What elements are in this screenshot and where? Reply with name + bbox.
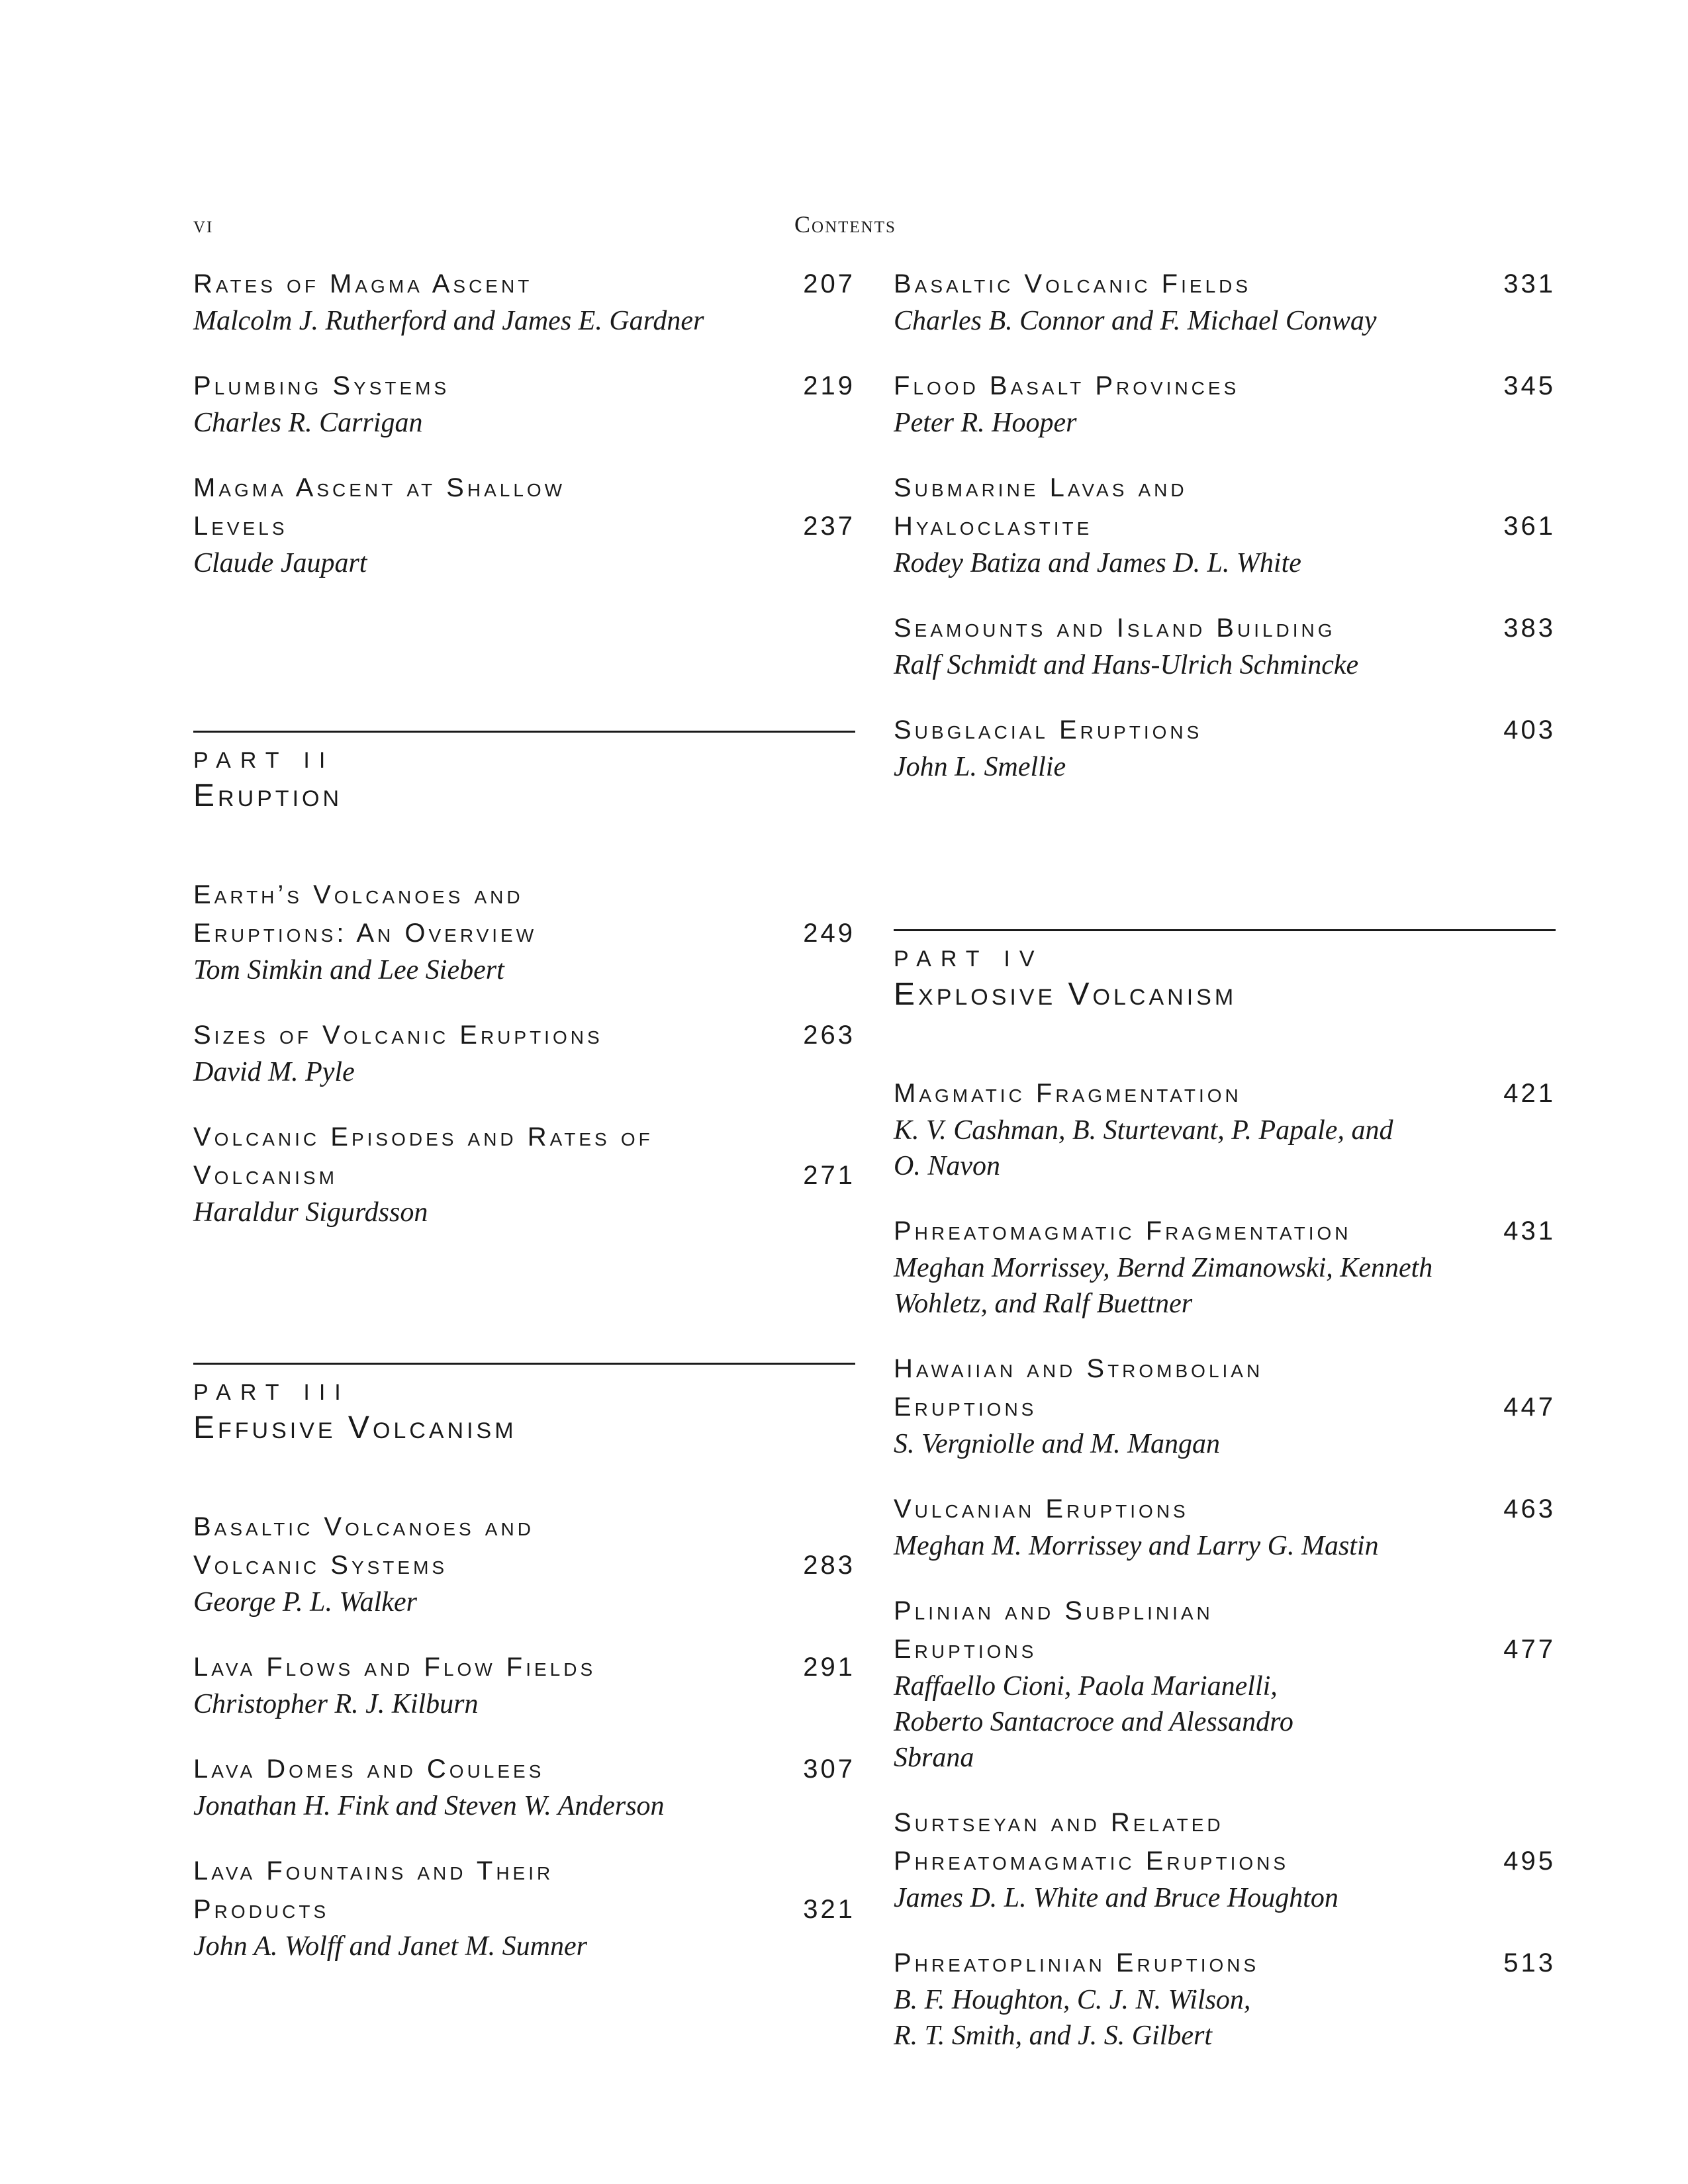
chapter-authors: Raffaello Cioni, Paola Marianelli, Roberto Santacroce and Alessandro Sbrana bbox=[894, 1671, 1293, 1773]
toc-right-column bbox=[894, 265, 1556, 2054]
chapter-authors: Charles R. Carrigan bbox=[193, 408, 423, 438]
page-number: vi bbox=[193, 211, 214, 238]
part-heading bbox=[894, 929, 1556, 1015]
toc-entry[interactable] bbox=[193, 1852, 855, 1964]
chapter-title: Lava Domes and Coulees bbox=[193, 1754, 545, 1784]
chapter-title: Volcanic Episodes and Rates of Volcanism bbox=[193, 1122, 653, 1190]
chapter-title: Magma Ascent at Shallow Levels bbox=[193, 473, 566, 541]
chapter-authors: Malcolm J. Rutherford and James E. Gardner bbox=[193, 306, 704, 336]
part-number: PART II bbox=[193, 748, 335, 773]
chapter-authors: David M. Pyle bbox=[193, 1057, 355, 1087]
chapter-title: Flood Basalt Provinces bbox=[894, 371, 1240, 400]
page-number: 321 bbox=[803, 1895, 855, 1924]
toc-entry[interactable] bbox=[894, 1349, 1556, 1462]
chapter-title: Plinian and Subplinian Eruptions bbox=[894, 1596, 1213, 1664]
toc-entry[interactable] bbox=[193, 1118, 855, 1230]
chapter-title: Surtseyan and Related Phreatomagmatic Eruptions bbox=[894, 1808, 1289, 1876]
part-title: Explosive Volcanism bbox=[894, 977, 1237, 1012]
page-number: 283 bbox=[803, 1551, 855, 1580]
chapter-title: Subglacial Eruptions bbox=[894, 715, 1203, 745]
part-number: PART IV bbox=[894, 946, 1044, 972]
chapter-authors: Meghan Morrissey, Bernd Zimanowski, Kenneth Wohletz, and Ralf Buettner bbox=[894, 1253, 1433, 1319]
part-divider bbox=[193, 1363, 855, 1365]
page-number: 237 bbox=[803, 512, 855, 541]
toc-entry[interactable] bbox=[894, 367, 1556, 441]
toc-entry[interactable] bbox=[193, 1750, 855, 1824]
toc-entry[interactable] bbox=[894, 1074, 1556, 1184]
chapter-authors: Rodey Batiza and James D. L. White bbox=[894, 548, 1301, 578]
chapter-title: Submarine Lavas and Hyaloclastite bbox=[894, 473, 1188, 541]
chapter-authors: K. V. Cashman, B. Sturtevant, P. Papale, and O. Navon bbox=[894, 1115, 1393, 1181]
chapter-authors: Ralf Schmidt and Hans-Ulrich Schmincke bbox=[894, 650, 1359, 680]
page-number: 513 bbox=[1503, 1948, 1556, 1978]
chapter-authors: Meghan M. Morrissey and Larry G. Mastin bbox=[894, 1531, 1379, 1561]
chapter-title: Hawaiian and Strombolian Eruptions bbox=[894, 1354, 1264, 1422]
chapter-title: Lava Fountains and Their Products bbox=[193, 1856, 554, 1924]
chapter-title: Sizes of Volcanic Eruptions bbox=[193, 1021, 603, 1050]
page-number: 477 bbox=[1503, 1635, 1556, 1664]
chapter-authors: John A. Wolff and Janet M. Sumner bbox=[193, 1931, 587, 1962]
page-number: 383 bbox=[1503, 614, 1556, 643]
toc-entry[interactable] bbox=[894, 1803, 1556, 1916]
page-number: 331 bbox=[1503, 269, 1556, 298]
toc-entry[interactable] bbox=[193, 1016, 855, 1090]
page-number: 421 bbox=[1503, 1079, 1556, 1108]
chapter-title: Phreatomagmatic Fragmentation bbox=[894, 1216, 1352, 1246]
page-number: 263 bbox=[803, 1021, 855, 1050]
page-number: 403 bbox=[1503, 715, 1556, 745]
toc-entry[interactable] bbox=[193, 469, 855, 581]
chapter-title: Phreatoplinian Eruptions bbox=[894, 1948, 1260, 1978]
chapter-authors: Christopher R. J. Kilburn bbox=[193, 1689, 479, 1719]
page-number: 361 bbox=[1503, 512, 1556, 541]
chapter-title: Seamounts and Island Building bbox=[894, 614, 1336, 643]
page-number: 345 bbox=[1503, 371, 1556, 400]
toc-entry[interactable] bbox=[894, 609, 1556, 683]
part-title: Effusive Volcanism bbox=[193, 1410, 517, 1445]
part-divider bbox=[894, 929, 1556, 931]
toc-entry[interactable] bbox=[894, 469, 1556, 581]
chapter-authors: James D. L. White and Bruce Houghton bbox=[894, 1883, 1338, 1913]
toc-entry[interactable] bbox=[894, 1490, 1556, 1564]
chapter-title: Basaltic Volcanic Fields bbox=[894, 269, 1252, 298]
chapter-authors: S. Vergniolle and M. Mangan bbox=[894, 1429, 1221, 1459]
chapter-authors: Charles B. Connor and F. Michael Conway bbox=[894, 306, 1377, 336]
toc-left-column bbox=[193, 265, 855, 1964]
toc-entry[interactable] bbox=[894, 1944, 1556, 2054]
page-number: 447 bbox=[1503, 1392, 1556, 1422]
page-number: 463 bbox=[1503, 1494, 1556, 1524]
page-number: 207 bbox=[803, 269, 855, 298]
part-heading bbox=[193, 1363, 855, 1448]
chapter-title: Magmatic Fragmentation bbox=[894, 1079, 1242, 1108]
part-divider bbox=[193, 731, 855, 733]
chapter-title: Rates of Magma Ascent bbox=[193, 269, 533, 298]
chapter-title: Plumbing Systems bbox=[193, 371, 450, 400]
page-number: 249 bbox=[803, 919, 855, 948]
chapter-title: Basaltic Volcanoes and Volcanic Systems bbox=[193, 1512, 534, 1580]
page-number: 219 bbox=[803, 371, 855, 400]
running-title: Contents bbox=[794, 211, 896, 238]
chapter-authors: John L. Smellie bbox=[894, 752, 1066, 782]
chapter-title: Lava Flows and Flow Fields bbox=[193, 1653, 596, 1682]
chapter-authors: Jonathan H. Fink and Steven W. Anderson bbox=[193, 1791, 665, 1821]
chapter-authors: Peter R. Hooper bbox=[894, 408, 1077, 438]
toc-entry[interactable] bbox=[193, 876, 855, 988]
chapter-authors: Tom Simkin and Lee Siebert bbox=[193, 955, 504, 985]
page-number: 431 bbox=[1503, 1216, 1556, 1246]
page-number: 291 bbox=[803, 1653, 855, 1682]
toc-entry[interactable] bbox=[894, 1212, 1556, 1322]
chapter-authors: George P. L. Walker bbox=[193, 1587, 417, 1617]
toc-entry[interactable] bbox=[894, 265, 1556, 339]
toc-entry[interactable] bbox=[894, 1592, 1556, 1776]
toc-entry[interactable] bbox=[193, 367, 855, 441]
part-number: PART III bbox=[193, 1380, 350, 1405]
chapter-title: Earth’s Volcanoes and Eruptions: An Overview bbox=[193, 880, 538, 948]
chapter-authors: Haraldur Sigurdsson bbox=[193, 1197, 428, 1228]
part-heading bbox=[193, 731, 855, 816]
toc-entry[interactable] bbox=[193, 265, 855, 339]
page-number: 495 bbox=[1503, 1846, 1556, 1876]
chapter-authors: Claude Jaupart bbox=[193, 548, 367, 578]
chapter-title: Vulcanian Eruptions bbox=[894, 1494, 1189, 1524]
toc-entry[interactable] bbox=[193, 1648, 855, 1722]
page-number: 307 bbox=[803, 1754, 855, 1784]
chapter-authors: B. F. Houghton, C. J. N. Wilson, R. T. Smith, and J. S. Gilbert bbox=[894, 1985, 1251, 2051]
toc-entry[interactable] bbox=[894, 711, 1556, 785]
part-title: Eruption bbox=[193, 778, 343, 813]
toc-entry[interactable] bbox=[193, 1508, 855, 1620]
page-number: 271 bbox=[803, 1161, 855, 1190]
